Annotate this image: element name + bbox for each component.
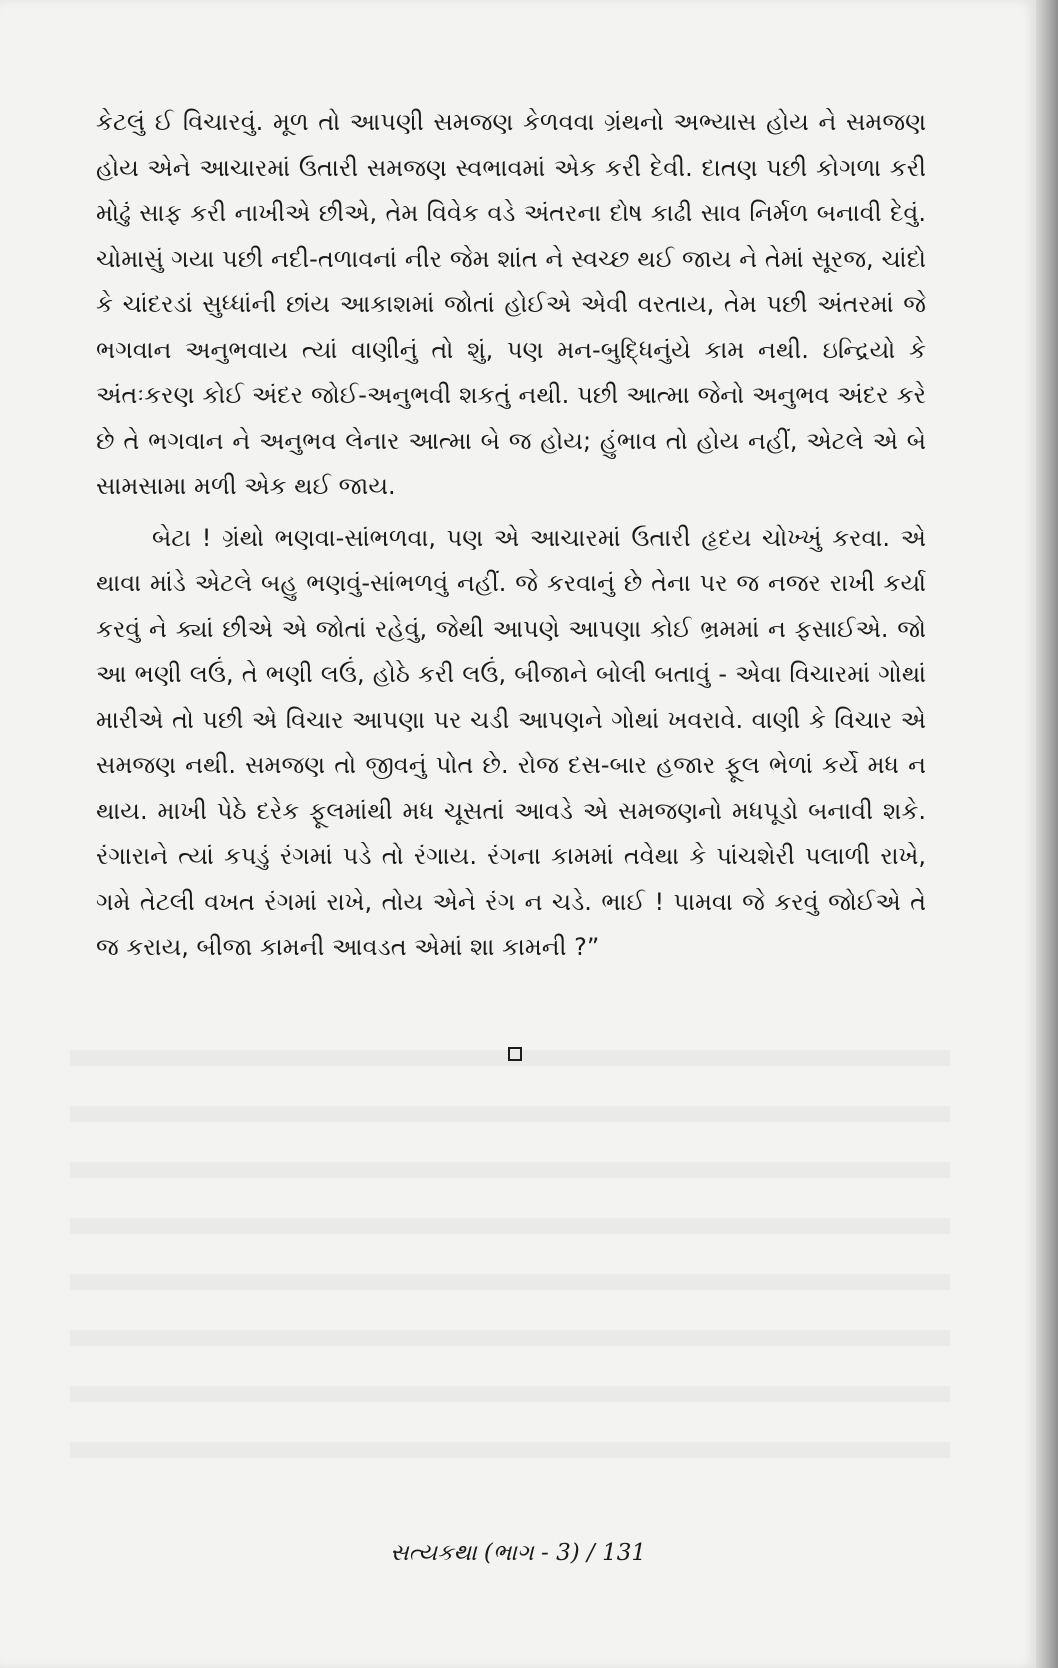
reverse-page-showthrough: [70, 1010, 950, 1490]
section-end-square-icon: [508, 1047, 522, 1061]
page-footer: સત્યકથા (ભાગ - 3) / 131: [390, 1540, 646, 1566]
page-edge: [1036, 0, 1058, 1668]
body-text: [96, 100, 926, 971]
paragraph-1: કેટલું ઈ વિચારવું. મૂળ તો આપણી સમજણ કેળવવા ગ્રંથનો અભ્યાસ હોય ને સમજણ હોય એને આચારમાં ઉતારી સમજણ સ્વભાવમાં એક કરી દેવી. દાતણ પછી કોગળા કરી મોઢું સાફ કરી નાખીએ છીએ, તેમ વિવેક વડે અંતરના દોષ કાઢી સાવ નિર્મળ બનાવી દેવું. ચોમાસું ગયા પછી નદી-તળાવનાં નીર જેમ શાંત ને સ્વચ્છ થઈ જાય ને તેમાં સૂરજ, ચાંદો કે ચાંદરડાં સુધ્ધાંની છાંય આકાશમાં જોતાં હોઈએ એવી વરતાય, તેમ પછી અંતરમાં જે ભગવાન અનુભવાય ત્યાં વાણીનું તો શું, પણ મન-બુદ્ધિનુંયે કામ નથી. ઇન્દ્રિયો કે અંતઃકરણ કોઈ અંદર જોઈ-અનુભવી શકતું નથી. પછી આત્મા જેનો અનુભવ અંદર કરે છે તે ભગવાન ને અનુભવ લેનાર આત્મા બે જ હોય; હુંભાવ તો હોય નહીં, એટલે એ બે સામસામા મળી એક થઈ જાય.: [96, 108, 926, 500]
paragraph-2: બેટા ! ગ્રંથો ભણવા-સાંભળવા, પણ એ આચારમાં ઉતારી હૃદય ચોખ્ખું કરવા. એ થાવા માંડે એટલે બહુ ભણવું-સાંભળવું નહીં. જે કરવાનું છે તેના પર જ નજર રાખી કર્યા કરવું ને ક્યાં છીએ એ જોતાં રહેવું, જેથી આપણે આપણા કોઈ ભ્રમમાં ન ફસાઈએ. જો આ ભણી લઉં, તે ભણી લઉં, હોઠે કરી લઉં, બીજાને બોલી બતાવું - એવા વિચારમાં ગોથાં મારીએ તો પછી એ વિચાર આપણા પર ચડી આપણને ગોથાં ખવરાવે. વાણી કે વિચાર એ સમજણ નથી. સમજણ તો જીવનું પોત છે. રોજ દસ-બાર હજાર ફૂલ ભેળાં કર્યે મધ ન થાય. માખી પેઠે દરેક ફૂલમાંથી મધ ચૂસતાં આવડે એ સમજણનો મધપૂડો બનાવી શકે. રંગારાને ત્યાં કપડું રંગમાં પડે તો રંગાય. રંગના કામમાં તવેથા કે પાંચશેરી પલાળી રાખે, ગમે તેટલી વખત રંગમાં રાખે, તોય એને રંગ ન ચડે. ભાઈ ! પામવા જે કરવું જોઈએ તે જ કરાય, બીજા કામની આવડત એમાં શા કામની ?”: [96, 523, 926, 961]
